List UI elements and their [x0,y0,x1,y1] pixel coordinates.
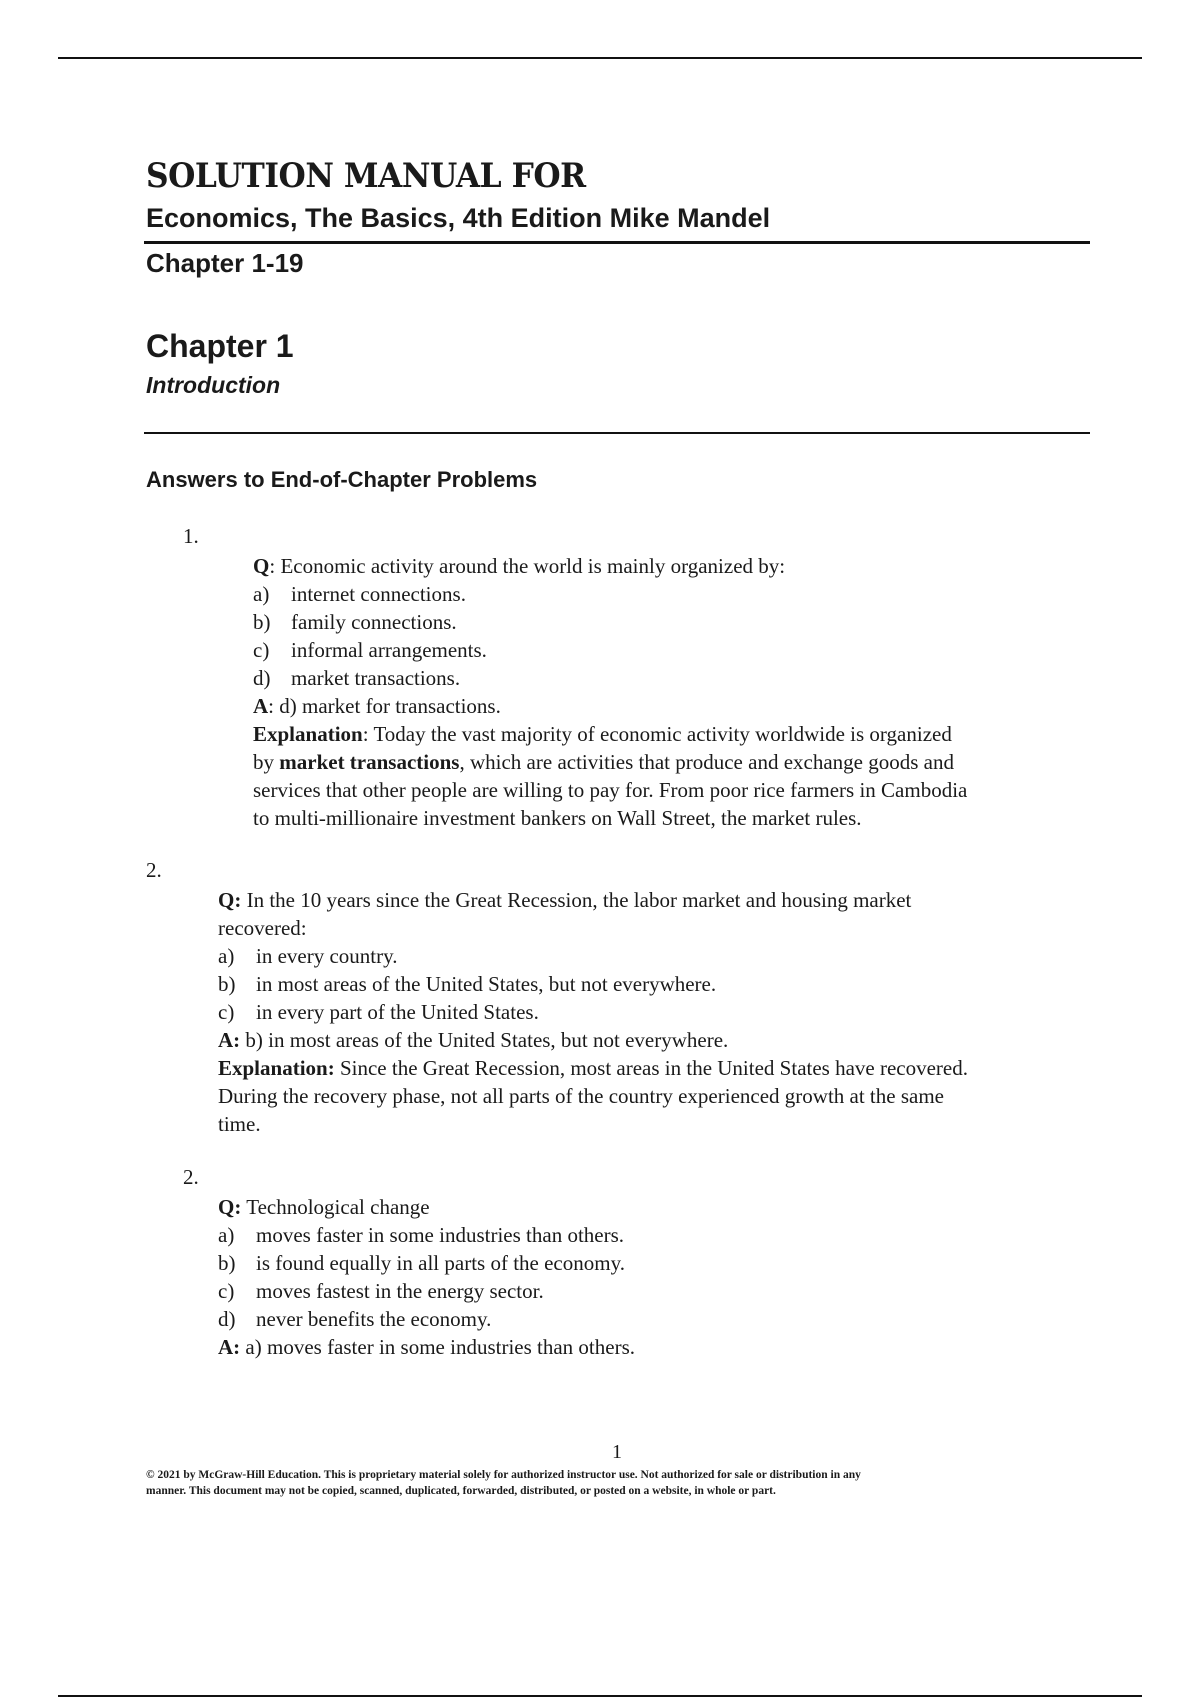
option: c) in every part of the United States. [218,1000,539,1024]
answer-text: A: b) in most areas of the United States, but not everywhere. [218,1028,729,1052]
copyright-footer [146,1467,1066,1499]
answer-text: A: a) moves faster in some industries than others. [218,1335,635,1359]
question-number: 2. [183,1165,199,1189]
chapter-subheading: Introduction [146,372,281,398]
option: b) family connections. [253,610,457,634]
option: d) market transactions. [253,666,461,690]
question-text: Q: Economic activity around the world is mainly organized by: [253,554,786,578]
explanation-text: Explanation: Since the Great Recession, most areas in the United States have recovered. [218,1056,968,1080]
page-number: 1 [612,1441,622,1463]
chapter-heading: Chapter 1 [146,328,294,364]
section-heading: Answers to End-of-Chapter Problems [146,467,538,492]
manual-title: SOLUTION MANUAL FOR [146,156,586,196]
question-text: Q: In the 10 years since the Great Recession, the labor market and housing market [218,888,912,912]
option: a) in every country. [218,944,398,968]
option: b) is found equally in all parts of the economy. [218,1251,625,1275]
top-page-rule [58,57,1142,59]
explanation-text: Explanation: Today the vast majority of economic activity worldwide is organized [253,722,952,746]
chapter-range: Chapter 1-19 [146,248,304,278]
header-rule [144,241,1090,244]
answer-text: A: d) market for transactions. [253,694,501,718]
question-number: 2. [146,858,162,882]
footer-line: © 2021 by McGraw-Hill Education. This is proprietary material solely for authorized instructor use. Not authorized for sale or distribution in any [146,1469,861,1481]
question-text: Q: Technological change [218,1195,430,1219]
question-block [253,552,967,832]
explanation-text: During the recovery phase, not all parts of the country experienced growth at the same [218,1084,944,1108]
explanation-text: to multi-millionaire investment bankers on Wall Street, the market rules. [253,806,862,830]
option: a) internet connections. [253,582,466,606]
question-number: 1. [183,524,199,548]
explanation-text: services that other people are willing to pay for. From poor rice farmers in Cambodia [253,778,968,802]
bottom-page-rule [58,1695,1142,1697]
question-block [218,1193,635,1361]
book-title: Economics, The Basics, 4th Edition Mike Mandel [146,203,771,233]
footer-line: manner. This document may not be copied, scanned, duplicated, forwarded, distributed, or posted on a website, in whole or part. [146,1485,776,1497]
option: a) moves faster in some industries than others. [218,1223,625,1247]
chapter-rule [144,432,1090,434]
question-block [218,886,968,1138]
explanation-text: time. [218,1112,261,1136]
option: d) never benefits the economy. [218,1307,492,1331]
question-text: recovered: [218,916,307,940]
explanation-text: by market transactions, which are activities that produce and exchange goods and [253,750,954,774]
option: c) moves fastest in the energy sector. [218,1279,544,1303]
option: b) in most areas of the United States, but not everywhere. [218,972,717,996]
option: c) informal arrangements. [253,638,487,662]
